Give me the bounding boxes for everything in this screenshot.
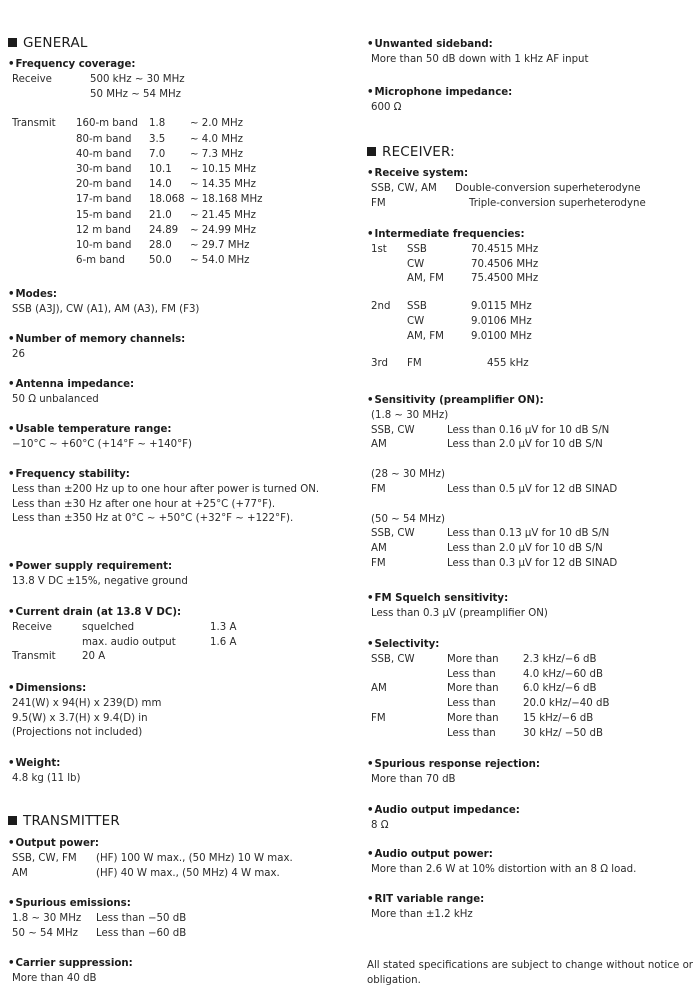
sensitivity-table [367,483,693,498]
selectivity-mode: SSB, CW [371,653,415,665]
band-name: 160-m band [76,118,138,130]
dimensions-line: 9.5(W) x 3.7(H) x 9.4(D) in [12,712,148,724]
audio-impedance-title: • Audio output impedance: [367,804,693,819]
band-low: 50.0 [149,255,172,267]
current-value: 1.6 A [210,636,237,648]
band-high: ~ 14.35 MHz [190,179,256,191]
antenna-title: • Antenna impedance: [8,378,344,393]
sensitivity-mode: SSB, CW [371,424,415,436]
spurious-rejection-value: More than 70 dB [371,773,456,785]
current-label: Transmit [12,651,56,663]
stability-line: Less than ±30 Hz after one hour at +25°C (+77°F). [12,498,276,510]
current-condition: 20 A [82,651,106,663]
microphone-impedance-value: 600 Ω [371,101,402,113]
heading-square-icon [8,816,17,825]
temperature-title: • Usable temperature range: [8,423,344,438]
current-value: 1.3 A [210,621,237,633]
unwanted-sideband-value: More than 50 dB down with 1 kHz AF input [371,53,589,65]
spurious-value: Less than −60 dB [96,927,187,939]
selectivity-mode: AM [371,683,387,695]
selectivity-value: 4.0 kHz/−60 dB [523,668,603,680]
selectivity-compare: Less than [447,698,496,710]
squelch-value: Less than 0.3 μV (preamplifier ON) [371,607,548,619]
sensitivity-range: (28 ~ 30 MHz) [371,469,445,481]
receive-system-table [367,182,693,212]
band-low: 1.8 [149,118,166,130]
sensitivity-mode: AM [371,543,387,555]
squelch-section [367,592,693,622]
selectivity-compare: Less than [447,727,496,739]
band-name: 6-m band [76,255,125,267]
output-power-section [8,837,344,881]
if-mode: FM [407,358,422,370]
selectivity-compare: More than [447,683,499,695]
weight-value: 4.8 kg (11 lb) [12,772,81,784]
rit-section [367,893,693,923]
receiver-heading: RECEIVER: [367,143,455,163]
band-high: ~ 10.15 MHz [190,163,256,175]
dimensions-title: • Dimensions: [8,682,344,697]
if-mode: CW [407,258,425,270]
power-supply-section [8,560,344,590]
sensitivity-value: Less than 0.3 μV for 12 dB SINAD [447,558,618,570]
sensitivity-range: (1.8 ~ 30 MHz) [371,409,449,421]
receive-label: Receive [12,73,52,85]
modes-section [8,288,344,318]
band-high: ~ 2.0 MHz [190,118,244,130]
dimensions-line: (Projections not included) [12,727,143,739]
band-high: ~ 4.0 MHz [190,133,244,145]
if-stage3-table [367,357,693,372]
selectivity-value: 30 kHz/ −50 dB [523,727,603,739]
output-power-table [8,852,344,882]
receive-system-title: • Receive system: [367,167,693,182]
if-stage2-table [367,300,693,344]
current-label [8,636,82,651]
selectivity-value: 2.3 kHz/−6 dB [523,653,597,665]
output-power-value: (HF) 40 W max., (50 MHz) 4 W max. [96,867,280,879]
if-stage [367,272,407,287]
sensitivity-mode: FM [371,483,386,495]
band-low: 14.0 [149,179,172,191]
audio-power-title: • Audio output power: [367,848,693,863]
sensitivity-mode: SSB, CW [371,528,415,540]
receive-ranges [8,73,344,103]
spurious-range: 1.8 ~ 30 MHz [12,912,82,924]
sensitivity-title: • Sensitivity (preamplifier ON): [367,394,693,409]
band-name: 17-m band [76,194,132,206]
power-supply-title: • Power supply requirement: [8,560,344,575]
band-low: 7.0 [149,148,166,160]
sensitivity-section [367,394,693,572]
if-stage: 2nd [371,301,391,313]
band-name: 40-m band [76,148,132,160]
modes-value: SSB (A3J), CW (A1), AM (A3), FM (F3) [12,303,200,315]
current-condition: max. audio output [82,636,176,648]
memory-title: • Number of memory channels: [8,333,344,348]
if-value: 9.0115 MHz [471,301,532,313]
frequency-coverage-section [8,58,344,268]
dimensions-section [8,682,344,741]
intermediate-frequencies-title: • Intermediate frequencies: [367,228,693,243]
band-low: 21.0 [149,209,172,221]
carrier-suppression-title: • Carrier suppression: [8,957,344,972]
output-power-mode: AM [12,867,28,879]
microphone-impedance-title: • Microphone impedance: [367,86,693,101]
if-mode: CW [407,315,425,327]
audio-power-value: More than 2.6 W at 10% distortion with an 8 Ω load. [371,863,637,875]
if-mode: AM, FM [407,330,444,342]
audio-impedance-section [367,804,693,834]
memory-section [8,333,344,363]
current-condition: squelched [82,621,135,633]
spurious-value: Less than −50 dB [96,912,187,924]
band-name: 80-m band [76,133,132,145]
sensitivity-mode: FM [371,558,386,570]
selectivity-section [367,638,693,741]
output-power-mode: SSB, CW, FM [12,852,77,864]
unwanted-sideband-title: • Unwanted sideband: [367,38,693,53]
audio-impedance-value: 8 Ω [371,819,389,831]
band-low: 10.1 [149,163,172,175]
temperature-section [8,423,344,453]
weight-section [8,757,344,787]
footer-note: All stated specifications are subject to change without notice or obligation. [367,960,693,986]
if-value: 75.4500 MHz [471,273,539,285]
spurious-rejection-title: • Spurious response rejection: [367,758,693,773]
audio-power-section [367,848,693,878]
weight-title: • Weight: [8,757,344,772]
power-supply-value: 13.8 V DC ±15%, negative ground [12,575,188,587]
modes-title: • Modes: [8,288,344,303]
squelch-title: • FM Squelch sensitivity: [367,592,693,607]
spurious-emissions-table [8,912,344,942]
sensitivity-value: Less than 2.0 μV for 10 dB S/N [447,439,603,451]
receive-range: 500 kHz ~ 30 MHz [90,73,185,85]
if-stage [367,258,407,273]
selectivity-table [367,653,693,742]
sensitivity-value: Less than 0.13 μV for 10 dB S/N [447,528,610,540]
band-high: ~ 24.99 MHz [190,224,256,236]
transmit-bands-table [8,116,344,268]
selectivity-mode: FM [371,712,386,724]
current-label: Receive [12,621,52,633]
selectivity-compare: More than [447,653,499,665]
stability-section [8,468,344,527]
spurious-emissions-title: • Spurious emissions: [8,897,344,912]
if-value: 9.0106 MHz [471,315,532,327]
receive-range: 50 MHz ~ 54 MHz [90,88,182,100]
heading-square-icon [367,147,376,156]
band-low: 24.89 [149,224,179,236]
antenna-section [8,378,344,408]
if-stage: 3rd [371,358,388,370]
selectivity-mode [367,668,447,683]
carrier-suppression-section [8,957,344,987]
if-stage [367,315,407,330]
current-drain-section [8,606,344,665]
transmitter-heading: TRANSMITTER [8,812,120,832]
current-drain-title: • Current drain (at 13.8 V DC): [8,606,344,621]
spurious-rejection-section [367,758,693,788]
band-low: 28.0 [149,239,172,251]
band-high: ~ 7.3 MHz [190,148,244,160]
output-power-value: (HF) 100 W max., (50 MHz) 10 W max. [96,852,293,864]
sensitivity-table [367,527,693,571]
band-low: 18.068 [149,194,185,206]
if-mode: SSB [407,243,427,255]
if-stage [367,330,407,345]
general-heading: GENERAL [8,34,88,54]
heading-square-icon [8,38,17,47]
memory-value: 26 [12,348,25,360]
rit-title: • RIT variable range: [367,893,693,908]
receive-system-mode: SSB, CW, AM [371,182,437,194]
unwanted-sideband-section [367,38,693,68]
stability-line: Less than ±350 Hz at 0°C ~ +50°C (+32°F ~ +122°F). [12,513,294,525]
intermediate-frequencies-section [367,228,693,372]
receive-system-value: Triple-conversion superheterodyne [469,197,646,209]
if-value: 70.4515 MHz [471,243,539,255]
selectivity-compare: More than [447,712,499,724]
band-high: ~ 21.45 MHz [190,209,256,221]
if-mode: AM, FM [407,273,444,285]
receive-system-mode: FM [371,197,386,209]
stability-line: Less than ±200 Hz up to one hour after power is turned ON. [12,483,320,495]
stability-title: • Frequency stability: [8,468,344,483]
if-value: 9.0100 MHz [471,330,532,342]
frequency-coverage-title: • Frequency coverage: [8,58,344,73]
selectivity-compare: Less than [447,668,496,680]
sensitivity-range: (50 ~ 54 MHz) [371,513,445,525]
band-name: 12 m band [76,224,131,236]
transmit-label: Transmit [12,118,56,130]
selectivity-title: • Selectivity: [367,638,693,653]
band-high: ~ 18.168 MHz [190,194,263,206]
if-mode: SSB [407,301,427,313]
band-name: 10-m band [76,239,132,251]
selectivity-value: 20.0 kHz/−40 dB [523,698,610,710]
current-drain-table [8,621,344,665]
band-high: ~ 54.0 MHz [190,255,250,267]
spurious-range: 50 ~ 54 MHz [12,927,78,939]
if-stage1-table [367,243,693,287]
output-power-title: • Output power: [8,837,344,852]
temperature-value: −10°C ~ +60°C (+14°F ~ +140°F) [12,438,193,450]
sensitivity-value: Less than 0.16 μV for 10 dB S/N [447,424,610,436]
selectivity-value: 6.0 kHz/−6 dB [523,683,597,695]
sensitivity-mode: AM [371,439,387,451]
band-name: 15-m band [76,209,132,221]
selectivity-mode [367,727,447,742]
band-high: ~ 29.7 MHz [190,239,250,251]
if-value: 455 kHz [487,358,529,370]
dimensions-line: 241(W) x 94(H) x 239(D) mm [12,697,162,709]
if-value: 70.4506 MHz [471,258,539,270]
selectivity-mode [367,697,447,712]
band-name: 20-m band [76,179,132,191]
receive-system-value: Double-conversion superheterodyne [455,182,641,194]
if-stage: 1st [371,243,387,255]
sensitivity-table [367,424,693,454]
spurious-emissions-section [8,897,344,941]
current-value [210,650,344,665]
receive-system-section [367,167,693,211]
carrier-suppression-value: More than 40 dB [12,972,97,984]
band-low: 3.5 [149,133,166,145]
selectivity-value: 15 kHz/−6 dB [523,712,594,724]
band-name: 30-m band [76,163,132,175]
sensitivity-value: Less than 2.0 μV for 10 dB S/N [447,543,603,555]
rit-value: More than ±1.2 kHz [371,908,473,920]
antenna-value: 50 Ω unbalanced [12,393,99,405]
sensitivity-value: Less than 0.5 μV for 12 dB SINAD [447,483,618,495]
microphone-impedance-section [367,86,693,116]
